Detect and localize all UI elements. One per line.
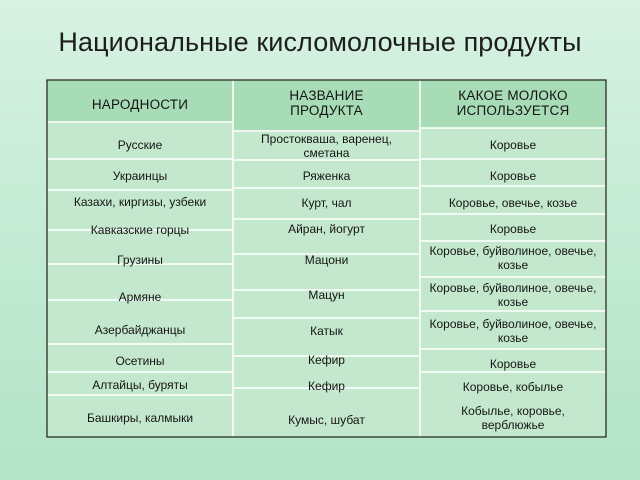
table-cell: Коровье [489,169,537,183]
table-cell: Кефир [308,379,345,393]
table-cell: Кавказские горцы [90,223,190,237]
table-cell: Коровье, буйволиное, овечье, козье [429,317,597,345]
table-cell: Русские [117,138,163,152]
table-cell: Кобылье, коровье, верблюжье [461,404,565,432]
table-cell: Кефир [308,353,345,367]
table-cell: Простокваша, варенец, сметана [261,132,392,160]
table-cell: Коровье, буйволиное, овечье, козье [429,281,597,309]
header-cell: НАРОДНОСТИ [91,96,189,112]
table-cell: Коровье [489,357,537,371]
table-cell: Казахи, киргизы, узбеки [73,195,207,209]
table-cell: Мацони [304,253,349,267]
header-cell: НАЗВАНИЕ ПРОДУКТА [289,88,364,118]
table-cell: Коровье [489,138,537,152]
table-cell: Курт, чал [301,196,352,210]
table-cell: Коровье, овечье, козье [448,196,578,210]
table-cell: Айран, йогурт [288,222,365,236]
table-cell: Армяне [118,290,162,304]
table-cell: Грузины [117,253,163,267]
table-cell: Осетины [115,354,165,368]
table-cell: Коровье [489,222,537,236]
table-cell: Ряженка [302,169,351,183]
table-cell: Катык [310,324,343,338]
table-cell: Коровье, кобылье [462,380,564,394]
slide-title: Национальные кисломолочные продукты [58,27,582,57]
table-cell: Азербайджанцы [94,323,186,337]
table-cell: Украинцы [112,169,168,183]
table-cell: Коровье, буйволиное, овечье, козье [429,244,597,272]
header-cell: КАКОЕ МОЛОКО ИСПОЛЬЗУЕТСЯ [456,88,570,118]
table-cell: Башкиры, калмыки [86,411,194,425]
table-cell: Мацун [308,288,345,302]
table-cell: Кумыс, шубат [288,413,365,427]
table-cell: Алтайцы, буряты [92,378,188,392]
